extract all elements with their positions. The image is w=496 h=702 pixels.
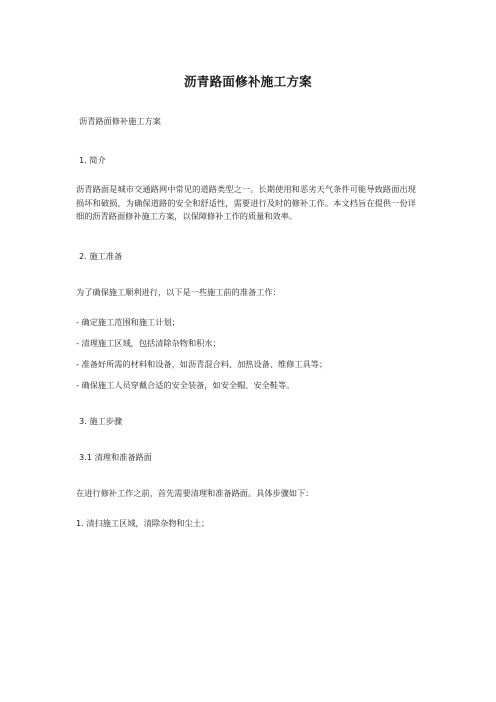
section-heading-preparation: 2. 施工准备	[79, 251, 123, 261]
list-item: - 确定施工范围和施工计划；	[76, 317, 180, 327]
subsection-intro: 在进行修补工作之前，首先需要清理和准备路面。具体步骤如下：	[76, 488, 314, 498]
subsection-heading: 3.1 清理和准备路面	[79, 452, 152, 462]
list-item: 1. 清扫施工区域，清除杂物和尘土；	[76, 518, 210, 528]
preparation-intro: 为了确保施工顺利进行，以下是一些施工前的准备工作：	[76, 287, 281, 297]
section-heading-steps: 3. 施工步骤	[79, 416, 123, 426]
list-item: - 准备好所需的材料和设备，如沥青混合料、加热设备、维修工具等；	[76, 359, 328, 369]
list-item: - 确保施工人员穿戴合适的安全装备，如安全帽、安全鞋等。	[76, 380, 295, 390]
list-item: - 清理施工区域，包括清除杂物和积水；	[76, 338, 221, 348]
intro-paragraph: 沥青路面是城市交通路网中常见的道路类型之一。长期使用和恶劣天气条件可能导致路面出现损坏和破损，为确保道路的安全和舒适性，需要进行及时的修补工作。本文档旨在提供一份详细的沥青路面修补施工方案，以保障修补工作的质量和效率。	[76, 184, 416, 221]
document-title: 沥青路面修补施工方案	[183, 74, 312, 89]
document-subtitle: 沥青路面修补施工方案	[79, 116, 161, 126]
section-heading-intro: 1. 简介	[79, 155, 106, 165]
